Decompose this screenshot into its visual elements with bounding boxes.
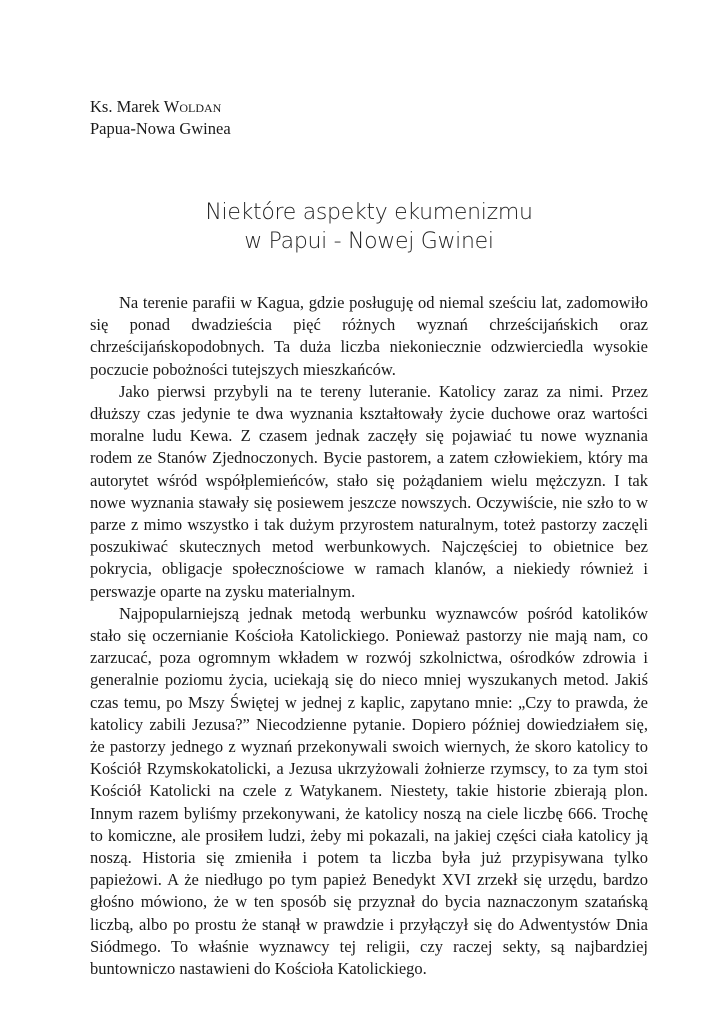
title-line-1: Niektóre aspekty ekumenizmu — [205, 200, 533, 225]
article-title — [90, 198, 648, 256]
paragraph-2: Jako pierwsi przybyli na te tereny luteranie. Katolicy zaraz za nimi. Przez dłuższy czas jedynie te dwa wyznania kształtowały życie duchowe oraz wartości moralne ludu Kewa. Z czasem jednak zaczęły się pojawiać tu nowe wyznania rodem ze Stanów Zjednoczonych. Bycie pastorem, a zatem człowiekiem, który ma autorytet wśród współplemieńców, stało się pożądaniem wielu mężczyzn. I tak nowe wyznania stawały się posiewem jeszcze nowszych. Oczywiście, nie szło to w parze z mimo wszystko i tak dużym przyrostem naturalnym, toteż pastorzy zaczęli poszukiwać skutecznych metod werbunkowych. Najczęściej to obietnice bez pokrycia, obligacje społecznościowe w ramach klanów, a niekiedy również i perswazje oparte na zysku materialnym. — [90, 381, 648, 601]
article-body — [90, 292, 648, 980]
author-surname: Woldan — [163, 97, 222, 116]
article-page — [90, 96, 648, 980]
title-line-2: w Papui - Nowej Gwinei — [244, 229, 494, 254]
paragraph-3: Najpopularniejszą jednak metodą werbunku wyznawców pośród katolików stało się oczernianie Kościoła Katolickiego. Ponieważ pastorzy nie mają nam, co zarzucać, poza ogromnym wkładem w rozwój szkolnictwa, ośrodków zdrowia i generalnie poziomu życia, uciekają się do nieco mniej wyszukanych metod. Jakiś czas temu, po Mszy Świętej w jednej z kaplic, zapytano mnie: „Czy to prawda, że katolicy zabili Jezusa?” Niecodzienne pytanie. Dopiero później dowiedziałem się, że pastorzy jednego z wyznań przekonywali swoich wiernych, że skoro katolicy to Kościół Rzymskokatolicki, a Jezusa ukrzyżowali żołnierze rzymscy, to za tym stoi Kościół Katolicki na czele z Watykanem. Niestety, takie historie zbierają plon. Innym razem byliśmy przekonywani, że katolicy noszą na ciele liczbę 666. Trochę to komiczne, ale prosiłem ludzi, żeby mi pokazali, na jakiej części ciała katolicy ją noszą. Historia się zmieniła i potem ta liczba była już przypisywana tylko papieżowi. A że niedługo po tym papież Benedykt XVI zrzekł się urzędu, bardzo głośno mówiono, że w ten sposób się przyznał do bycia naznaczonym szatańską liczbą, albo po prostu że stanął w prawdzie i przyłączył się do Adwentystów Dnia Siódmego. To właśnie wyznawcy tej religii, czy raczej sekty, są najbardziej buntowniczo nastawieni do Kościoła Katolickiego. — [90, 603, 648, 979]
author-prefix: Ks. Marek — [90, 97, 164, 116]
author-name — [90, 96, 648, 118]
paragraph-1: Na terenie parafii w Kagua, gdzie posługuję od niemal sześciu lat, zadomowiło się ponad dwadzieścia pięć różnych wyznań chrześcijańskich oraz chrześcijańskopodobnych. Ta duża liczba niekoniecznie odzwierciedla wysokie poczucie pobożności tutejszych mieszkańców. — [90, 293, 648, 379]
author-location: Papua-Nowa Gwinea — [90, 119, 231, 138]
